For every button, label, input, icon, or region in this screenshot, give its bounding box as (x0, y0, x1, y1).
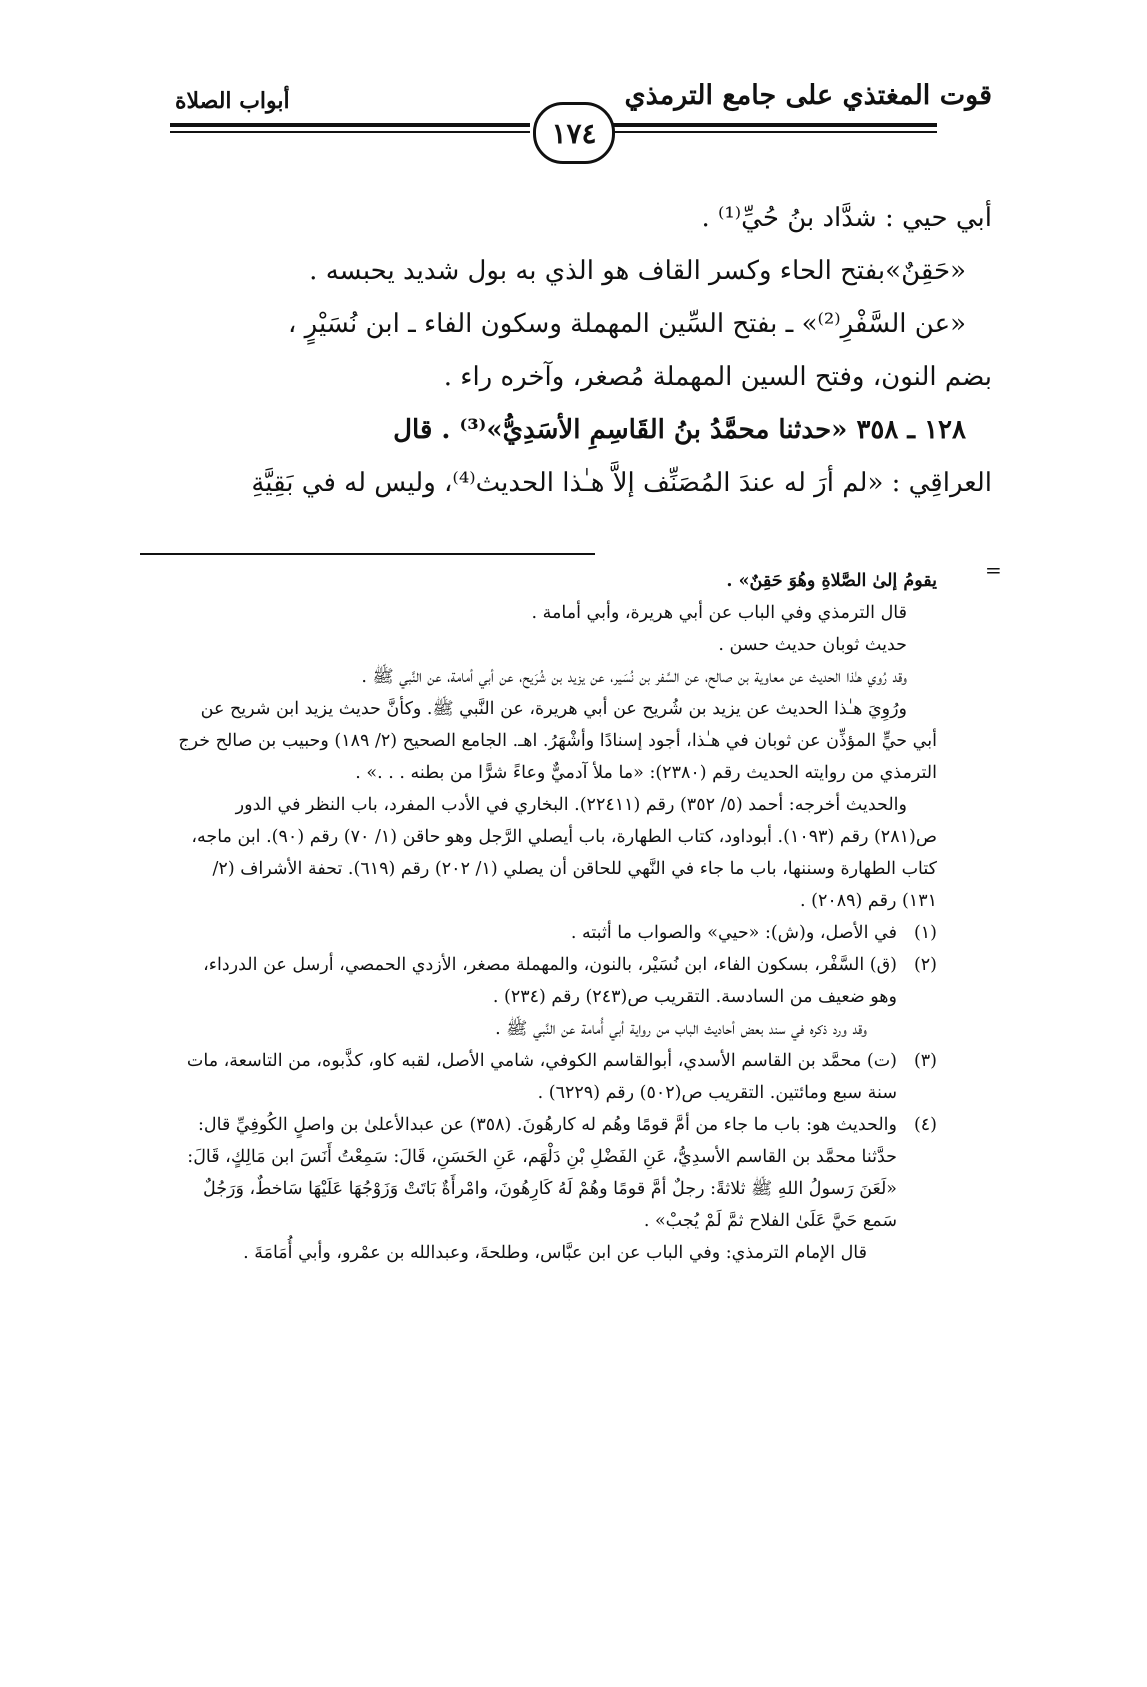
footnote-text: وقد ورد ذكره في سند بعض أحاديث الباب من رواية أبي أُمامة عن النَّبي ﷺ . (495, 1019, 867, 1039)
page-number: ١٧٤ (533, 102, 615, 164)
footnote-number: (١) (913, 923, 937, 943)
footnote-continuation-line: حديث ثوبان حديث حسن . (718, 635, 907, 655)
header-rule-left-thick (170, 123, 530, 127)
section-title: أبواب الصلاة (175, 88, 290, 114)
footnote-continuation-line: ورُوِيَ هـٰذا الحديث عن يزيد بن شُريح عن أبي هريرة، عن النَّبي ﷺ. وكأنَّ حديث يزيد ابن شريح عن أبي حيٍّ المؤذِّن عن ثوبان في هـٰذا، أجود إسنادًا وأشْهَرُ. اهـ. الجامع الصحيح (٢/ ١٨٩) وحبيب بن صالح خرج الترمذي من روايته الحديث رقم (٢٣٨٠): «ما ملأ آدميٌّ وعاءً شرًّا من بطنه . . .» . (178, 699, 937, 783)
footnote-number: (٢) (913, 955, 937, 975)
main-line: بضم النون، وفتح السين المهملة مُصغر، وآخره راء . (443, 362, 992, 392)
footnote-text: قال الإمام الترمذي: وفي الباب عن ابن عبَّاس، وطلحةَ، وعبدالله بن عمْرو، وأبي أُمَامَةَ . (243, 1243, 867, 1263)
footnote-4 (172, 1109, 937, 1269)
main-line: العراقِي : «لم أرَ له عندَ المُصَنِّف إلاَّ هـٰذا الحديث⁽⁴⁾، وليس له في بَقِيَّةِ (251, 468, 992, 498)
header-rule-left-thin (170, 131, 530, 133)
footnote-1 (172, 917, 937, 949)
main-text (147, 192, 992, 510)
footnote-text: (ق) السَّفْر، بسكون الفاء، ابن نُسَيْر، بالنون، والمهملة مصغر، الأزدي الحمصي، أرسل عن الدرداء، وهو ضعيف من السادسة. التقريب ص(٢٤٣) رقم (٢٣٤) . (203, 955, 897, 1007)
main-line: أبي حيي : شدَّاد بنُ حُيِّ⁽¹⁾ . (701, 203, 992, 233)
footnote-continuation-line: يقومُ إلىٰ الصَّلاةِ وهُوَ حَقِنٌ» . (726, 571, 937, 591)
footnotes (172, 565, 937, 1269)
header-rule-right-thin (612, 131, 937, 133)
header-rule-right-thick (612, 123, 937, 127)
footnote-continuation-line: والحديث أخرجه: أحمد (٥/ ٣٥٢) رقم (٢٢٤١١). البخاري في الأدب المفرد، باب النظر في الدور ص(٢٨١) رقم (١٠٩٣). أبوداود، كتاب الطهارة، باب أيصلي الرَّجل وهو حاقن (١/ ٧٠) رقم (٩٠). ابن ماجه، كتاب الطهارة وسننها، باب ما جاء في النَّهي للحاقن أن يصلي (١/ ٢٠٢) رقم (٦١٩). تحفة الأشراف (٢/ ١٣١) رقم (٢٠٨٩) . (191, 795, 937, 911)
footnote-text: في الأصل، و(ش): «حيي» والصواب ما أثبته . (570, 923, 897, 943)
footnote-continuation-line: قال الترمذي وفي الباب عن أبي هريرة، وأبي أمامة . (531, 603, 907, 623)
main-line: ١٢٨ ـ ٣٥٨ «حدثنا محمَّدُ بنُ القَاسِمِ الأسَدِيُّ»⁽³⁾ . قال (393, 415, 966, 445)
footnote-number: (٤) (913, 1115, 937, 1135)
footnote-separator (140, 553, 595, 555)
footnote-text: (ت) محمَّد بن القاسم الأسدي، أبوالقاسم الكوفي، شامي الأصل، لقبه كاو، كذَّبوه، من التاسعة، مات سنة سبع ومائتين. التقريب ص(٥٠٢) رقم (٦٢٢٩) . (186, 1051, 897, 1103)
main-line: «عن السَّفْرِ⁽²⁾» ـ بفتح السِّين المهملة وسكون الفاء ـ ابن نُسَيْرٍ ، (288, 309, 966, 339)
footnote-text: والحديث هو: باب ما جاء من أمَّ قومًا وهُم له كارهُونَ. (٣٥٨) عن عبدالأعلىٰ بن واصلٍ الكُوفِيِّ قال: حدَّثنا محمَّد بن القاسم الأسدِيُّ، عَنِ الفَضْلِ بْنِ دَلْهَم، عَنِ الحَسَنِ، قَالَ: سَمِعْتُ أَنَسَ ابن مَالِكٍ، قَالَ: «لَعَنَ رَسولُ اللهِ ﷺ ثلاثةً: رجلٌ أمَّ قومًا وهُمْ لَهُ كَارِهُونَ، وامْرأَةٌ بَاتَتْ وَزَوْجُهَا عَلَيْهَا سَاخطٌ، وَرَجُلٌ سَمع حَيَّ عَلَىٰ الفلاح ثمَّ لَمْ يُجبْ» . (187, 1115, 897, 1231)
footnote-3 (172, 1045, 937, 1109)
footnote-continuation-line: وقد رُوي هـٰذا الحديث عن معاوية بن صالح، عن السَّفر بن نُسَير، عن يزيد بن شُرَيح، عن أبي أمامة، عن النَّبي ﷺ . (361, 667, 907, 687)
footnote-2 (172, 949, 937, 1045)
book-title: قوت المغتذي على جامع الترمذي (624, 80, 992, 111)
continuation-mark: = (985, 558, 1002, 582)
footnote-number: (٣) (913, 1051, 937, 1071)
main-line: «حَقِنٌ»بفتح الحاء وكسر القاف هو الذي به بول شديد يحبسه . (309, 256, 966, 286)
